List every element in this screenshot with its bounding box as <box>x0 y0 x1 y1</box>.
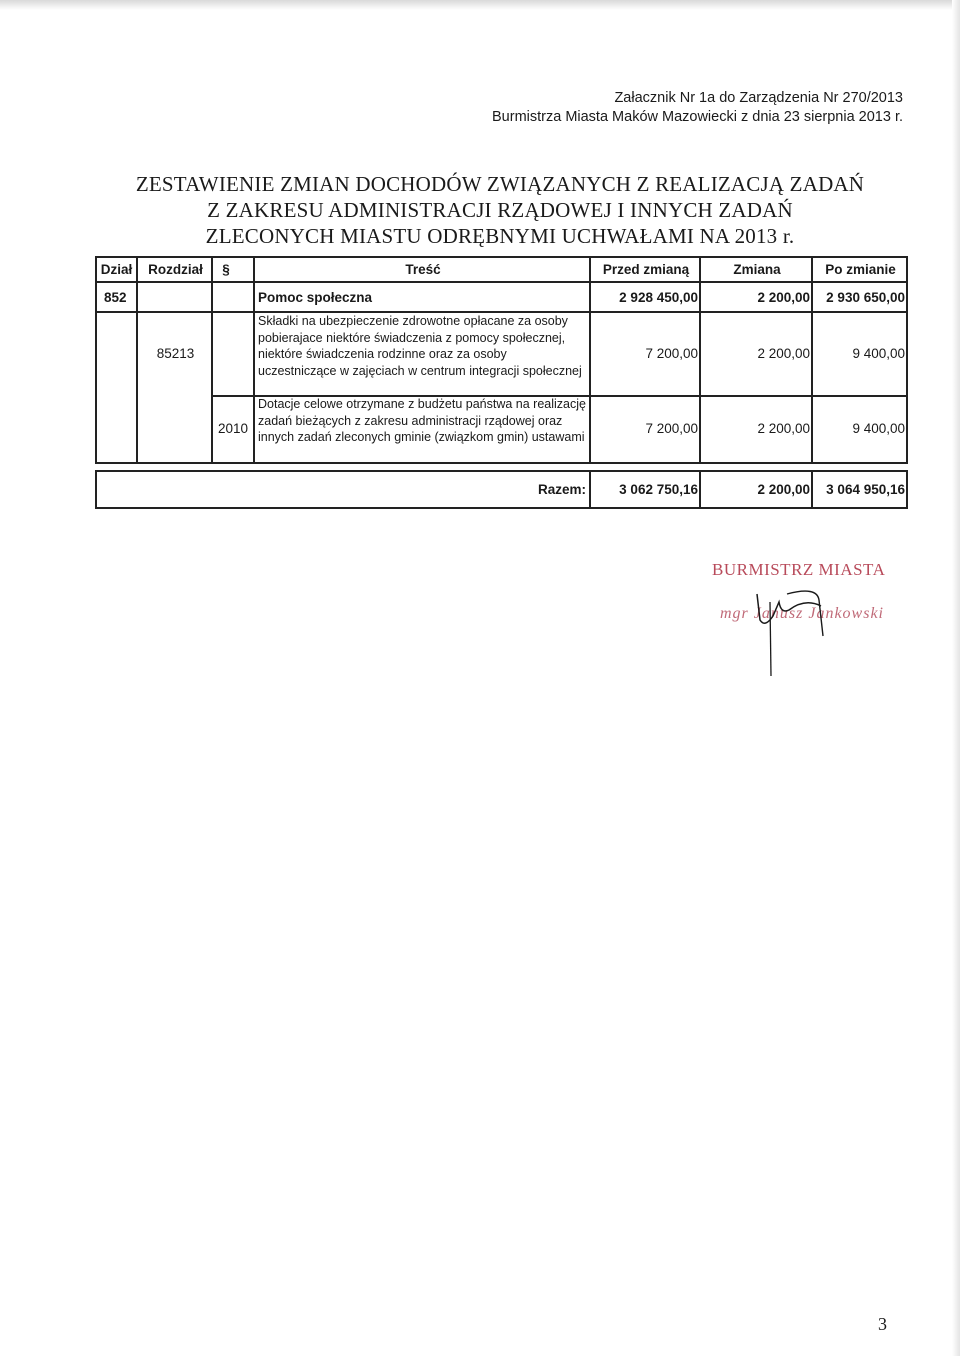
paragraf-tresc: Dotacje celowe otrzymane z budżetu państwa na realizację zadań bieżących z zakresu administracji rządowej oraz innych zadań zleconych gminie (związkom gmin) ustawami <box>258 397 586 444</box>
rozdzial-przed: 7 200,00 <box>645 346 698 361</box>
col-header-tresc: Treść <box>405 262 441 277</box>
totals-zmiana: 2 200,00 <box>757 482 810 497</box>
totals-po: 3 064 950,16 <box>826 482 905 497</box>
paragraf-po: 9 400,00 <box>852 421 905 436</box>
col-header-rozdzial: Rozdział <box>148 262 203 277</box>
col-header-paragraph: § <box>222 262 230 277</box>
annex-line-1: Załacznik Nr 1a do Zarządzenia Nr 270/2013 <box>614 90 903 106</box>
col-header-po: Po zmianie <box>825 262 896 277</box>
title-line-3: ZLECONYCH MIASTU ODRĘBNYMI UCHWAŁAMI NA 2013 r. <box>205 224 795 248</box>
section-przed: 2 928 450,00 <box>619 290 698 305</box>
mayor-stamp: BURMISTRZ MIASTA <box>712 560 886 579</box>
rozdzial-zmiana: 2 200,00 <box>757 346 810 361</box>
totals-label: Razem: <box>537 482 586 497</box>
header-bottom-line <box>95 281 908 283</box>
paragraf-code: 2010 <box>217 421 249 436</box>
section-zmiana: 2 200,00 <box>757 290 810 305</box>
handwritten-signature <box>735 572 865 682</box>
scan-top-edge <box>0 0 960 10</box>
mayor-name-stamp: mgr Janusz Jankowski <box>720 605 884 622</box>
col-header-przed: Przed zmianą <box>602 262 690 277</box>
page-number: 3 <box>878 1314 887 1334</box>
paragraf-zmiana: 2 200,00 <box>757 421 810 436</box>
col-divider-3 <box>253 256 255 464</box>
document-title <box>95 171 905 249</box>
col-header-dzial: Dział <box>100 262 133 277</box>
annex-header <box>492 89 903 127</box>
totals-przed: 3 062 750,16 <box>619 482 698 497</box>
section-tresc: Pomoc społeczna <box>258 290 373 305</box>
title-line-1: ZESTAWIENIE ZMIAN DOCHODÓW ZWIĄZANYCH Z REALIZACJĄ ZADAŃ <box>135 172 865 196</box>
section-dzial: 852 <box>104 290 127 305</box>
col-header-zmiana: Zmiana <box>733 262 781 277</box>
scan-right-edge <box>952 0 960 1356</box>
annex-line-2: Burmistrza Miasta Maków Mazowiecki z dnia 23 sierpnia 2013 r. <box>492 109 903 125</box>
title-line-2: Z ZAKRESU ADMINISTRACJI RZĄDOWEJ I INNYCH ZADAŃ <box>207 198 793 222</box>
rozdzial-po: 9 400,00 <box>852 346 905 361</box>
section-po: 2 930 650,00 <box>826 290 905 305</box>
rozdzial-tresc: Składki na ubezpieczenie zdrowotne opłacane za osoby pobierajace niektóre świadczenia z pomocy społecznej, niektóre świadczenia rodzinne oraz za osoby uczestniczące w zajęciach w centrum integracji społecznej <box>258 314 582 378</box>
rozdzial-code: 85213 <box>156 346 195 361</box>
paragraf-przed: 7 200,00 <box>645 421 698 436</box>
